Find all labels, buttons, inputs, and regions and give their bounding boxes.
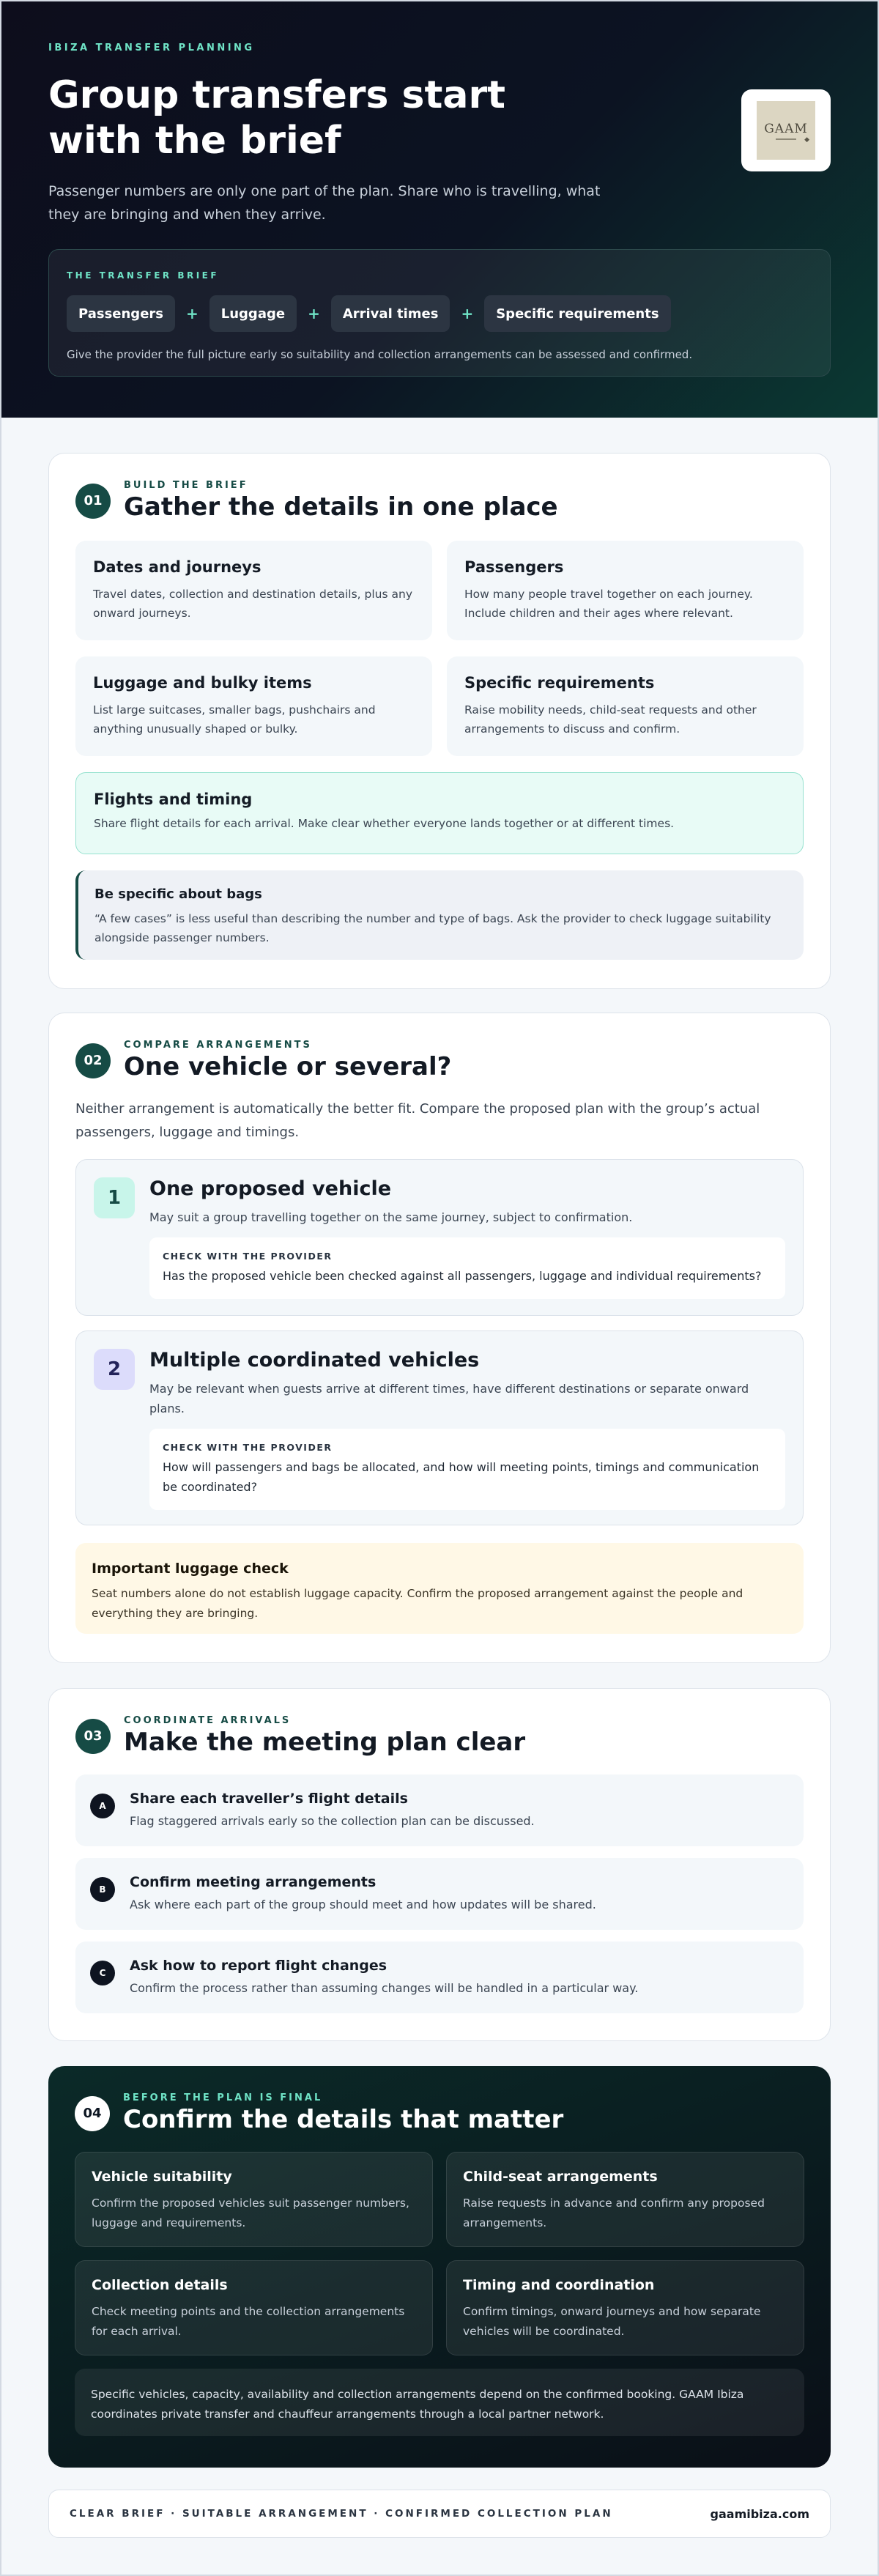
provider-check bbox=[149, 1237, 785, 1299]
option-text: May be relevant when guests arrive at different times, have different destinations or separate onward plans. bbox=[149, 1382, 749, 1415]
highlight-title: Flights and timing bbox=[94, 791, 253, 808]
detail-title: Specific requirements bbox=[464, 674, 655, 692]
tip-title: Be specific about bags bbox=[94, 887, 262, 902]
section-number: 03 bbox=[75, 1719, 111, 1754]
arrival-step bbox=[75, 1942, 804, 2013]
step-text: Flag staggered arrivals early so the collection plan can be discussed. bbox=[130, 1814, 535, 1828]
detail-card bbox=[75, 541, 432, 640]
check-question: How will passengers and bags be allocated, and how will meeting points, timings and communication be coordinated? bbox=[163, 1460, 760, 1494]
provider-check bbox=[149, 1429, 785, 1510]
step-badge: B bbox=[90, 1877, 115, 1902]
section-number: 02 bbox=[75, 1043, 111, 1078]
highlight-text: Share flight details for each arrival. Make clear whether everyone lands together or at different times. bbox=[94, 817, 675, 830]
plus-icon: + bbox=[461, 305, 474, 322]
plus-icon: + bbox=[308, 305, 320, 322]
option-text: May suit a group travelling together on the same journey, subject to confirmation. bbox=[149, 1210, 633, 1224]
option-number: 1 bbox=[94, 1177, 135, 1218]
brief-chips bbox=[67, 295, 812, 332]
confirm-card bbox=[446, 2152, 804, 2247]
tip-text: “A few cases” is less useful than describing the number and type of bags. Ask the provider to check luggage suitability alongside passenger numbers. bbox=[94, 912, 771, 944]
detail-card bbox=[447, 656, 804, 756]
section-lead: Neither arrangement is automatically the better fit. Compare the proposed plan with the group’s actual passengers, luggage and timings. bbox=[75, 1101, 760, 1140]
confirm-title: Timing and coordination bbox=[463, 2277, 655, 2293]
confirm-grid bbox=[75, 2152, 804, 2355]
chip-arrival-times: Arrival times bbox=[331, 295, 450, 332]
section-header bbox=[75, 1040, 804, 1081]
hero-intro: Passenger numbers are only one part of the plan. Share who is travelling, what they are bringing and when they arrive. bbox=[48, 183, 601, 223]
option-card bbox=[75, 1159, 804, 1316]
detail-title: Dates and journeys bbox=[93, 558, 262, 576]
confirm-text: Confirm timings, onward journeys and how separate vehicles will be coordinated. bbox=[463, 2305, 761, 2338]
confirm-card bbox=[75, 2152, 433, 2247]
section-build-brief bbox=[48, 453, 831, 989]
confirm-text: Check meeting points and the collection arrangements for each arrival. bbox=[92, 2305, 405, 2338]
luggage-warning bbox=[75, 1543, 804, 1634]
section-eyebrow: COMPARE ARRANGEMENTS bbox=[124, 1040, 312, 1051]
section-title: Confirm the details that matter bbox=[123, 2105, 564, 2134]
chip-specific-requirements: Specific requirements bbox=[484, 295, 670, 332]
section-confirm-details bbox=[48, 2066, 831, 2468]
chip-passengers: Passengers bbox=[67, 295, 175, 332]
brief-eyebrow: THE TRANSFER BRIEF bbox=[67, 270, 220, 281]
section-eyebrow: BEFORE THE PLAN IS FINAL bbox=[123, 2092, 323, 2103]
plus-icon: + bbox=[186, 305, 199, 322]
arrival-step bbox=[75, 1858, 804, 1930]
confirm-text: Confirm the proposed vehicles suit passenger numbers, luggage and requirements. bbox=[92, 2196, 409, 2229]
footer bbox=[48, 2490, 831, 2538]
section-title: Make the meeting plan clear bbox=[124, 1728, 526, 1757]
step-title: Confirm meeting arrangements bbox=[130, 1874, 377, 1890]
confirm-title: Collection details bbox=[92, 2277, 228, 2293]
option-number: 2 bbox=[94, 1349, 135, 1390]
detail-text: List large suitcases, smaller bags, pushchairs and anything unusually shaped or bulky. bbox=[93, 703, 376, 736]
confirm-card bbox=[446, 2260, 804, 2355]
detail-text: Raise mobility needs, child-seat requests and other arrangements to discuss and confirm. bbox=[464, 703, 757, 736]
section-header bbox=[75, 480, 804, 522]
step-title: Ask how to report flight changes bbox=[130, 1958, 387, 1974]
section-title: Gather the details in one place bbox=[124, 492, 558, 522]
section-eyebrow: COORDINATE ARRIVALS bbox=[124, 1715, 292, 1726]
logo bbox=[741, 89, 831, 171]
warning-text: Seat numbers alone do not establish luggage capacity. Confirm the proposed arrangement against the people and everything they are bringing. bbox=[92, 1587, 743, 1620]
hero bbox=[0, 0, 879, 418]
footer-tagline: CLEAR BRIEF · SUITABLE ARRANGEMENT · CONFIRMED COLLECTION PLAN bbox=[70, 2508, 613, 2520]
section-title: One vehicle or several? bbox=[124, 1052, 452, 1081]
check-question: Has the proposed vehicle been checked against all passengers, luggage and individual requirements? bbox=[163, 1269, 762, 1283]
check-label: CHECK WITH THE PROVIDER bbox=[163, 1251, 333, 1262]
detail-title: Luggage and bulky items bbox=[93, 674, 312, 692]
chip-luggage: Luggage bbox=[209, 295, 297, 332]
section-header bbox=[75, 1715, 804, 1757]
confirm-card bbox=[75, 2260, 433, 2355]
section-eyebrow: BUILD THE BRIEF bbox=[124, 480, 248, 491]
step-badge: A bbox=[90, 1794, 115, 1818]
option-card bbox=[75, 1330, 804, 1525]
step-badge: C bbox=[90, 1961, 115, 1985]
step-text: Ask where each part of the group should meet and how updates will be shared. bbox=[130, 1898, 596, 1911]
option-title: Multiple coordinated vehicles bbox=[149, 1349, 480, 1372]
transfer-brief-box bbox=[48, 249, 831, 377]
logo-underline bbox=[776, 138, 796, 140]
step-text: Confirm the process rather than assuming changes will be handled in a particular way. bbox=[130, 1981, 639, 1995]
section-coordinate-arrivals bbox=[48, 1688, 831, 2041]
confirm-title: Vehicle suitability bbox=[92, 2169, 232, 2185]
detail-text: How many people travel together on each journey. Include children and their ages where relevant. bbox=[464, 588, 753, 620]
details-grid bbox=[75, 541, 804, 756]
logo-mark bbox=[757, 101, 815, 160]
detail-card bbox=[447, 541, 804, 640]
detail-card bbox=[75, 656, 432, 756]
step-title: Share each traveller’s flight details bbox=[130, 1791, 408, 1807]
brief-note: Give the provider the full picture early so suitability and collection arrangements can be assessed and confirmed. bbox=[67, 348, 693, 361]
warning-title: Important luggage check bbox=[92, 1561, 289, 1577]
detail-title: Passengers bbox=[464, 558, 564, 576]
flights-timing-card bbox=[75, 772, 804, 854]
arrival-step bbox=[75, 1774, 804, 1846]
confirm-title: Child-seat arrangements bbox=[463, 2169, 658, 2185]
confirm-text: Raise requests in advance and confirm any proposed arrangements. bbox=[463, 2196, 765, 2229]
check-label: CHECK WITH THE PROVIDER bbox=[163, 1442, 333, 1453]
hero-eyebrow: IBIZA TRANSFER PLANNING bbox=[48, 42, 255, 53]
bags-tip bbox=[75, 870, 804, 960]
section-number: 04 bbox=[75, 2096, 110, 2131]
booking-disclaimer: Specific vehicles, capacity, availability and collection arrangements depend on the confirmed booking. GAAM Ibiza coordinates private transfer and chauffeur arrangements through a local partner network. bbox=[75, 2369, 804, 2436]
section-header bbox=[75, 2092, 804, 2134]
page-title: Group transfers start with the brief bbox=[48, 73, 505, 163]
section-compare-arrangements bbox=[48, 1013, 831, 1663]
logo-symbol-icon: ◆ bbox=[804, 136, 809, 144]
detail-text: Travel dates, collection and destination details, plus any onward journeys. bbox=[93, 588, 412, 620]
logo-text: GAAM bbox=[764, 121, 808, 136]
website-link[interactable]: gaamibiza.com bbox=[710, 2506, 809, 2521]
option-title: One proposed vehicle bbox=[149, 1177, 392, 1200]
section-number: 01 bbox=[75, 484, 111, 519]
